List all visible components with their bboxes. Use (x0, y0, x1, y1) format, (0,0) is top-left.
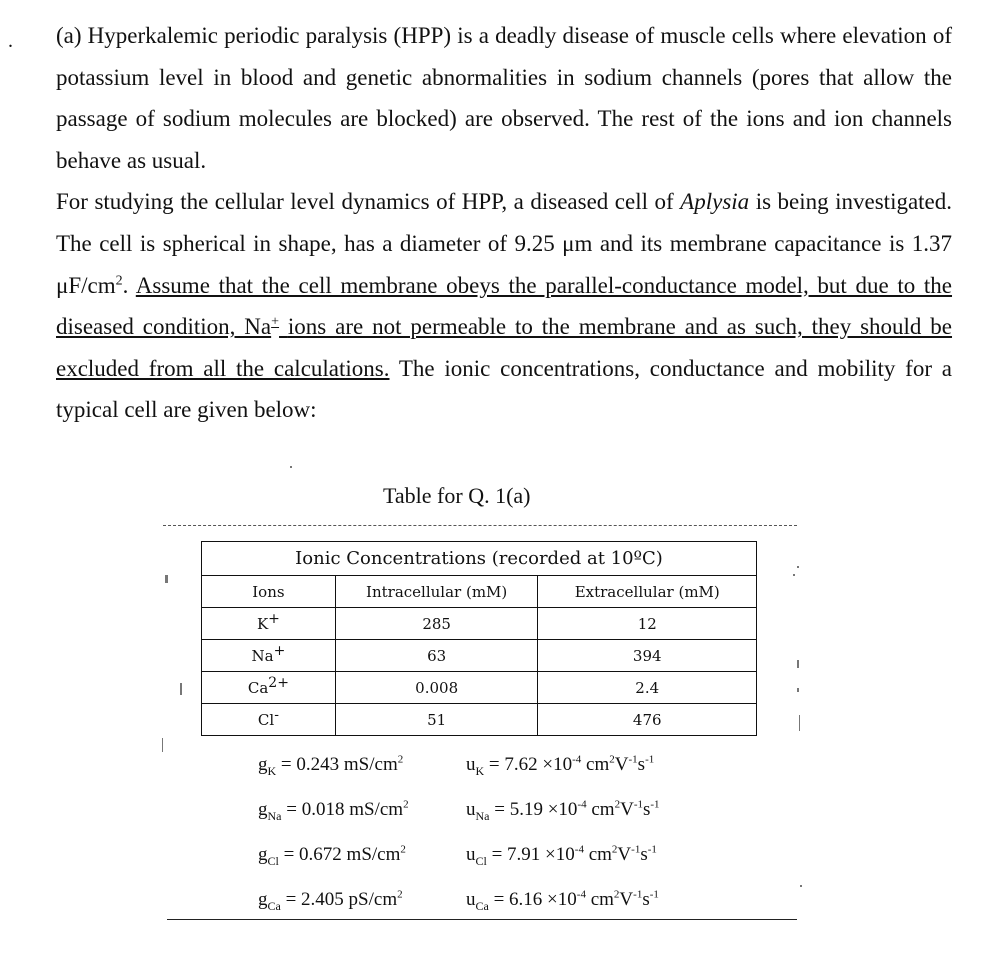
ion-cell (202, 640, 336, 672)
header-ions: Ions (202, 576, 336, 608)
paragraph-cell-description (56, 181, 952, 431)
extracellular-value: 12 (538, 608, 757, 640)
assumption-text-part1: Assume that the cell membrane obeys the parallel-conductance model, but due to the diseased condition, Na (56, 272, 953, 340)
scan-speck (797, 688, 799, 692)
extracellular-value: 476 (538, 704, 757, 736)
scan-speck (797, 566, 799, 568)
intracellular-value: 63 (335, 640, 538, 672)
capacitance-exponent: 2 (115, 272, 123, 288)
mobility-na: $u_{Na} = 5.19 \times 10^{-4}$ $cm^2V^{-1}s^{-1}$ (466, 798, 660, 823)
mobility-k: $u_K = 7.62 \times 10^{-4}$ $cm^2V^{-1}s^{-1}$ (466, 753, 655, 778)
ionic-concentration-table (201, 541, 757, 736)
intracellular-value: 0.008 (335, 672, 538, 704)
scan-speck (797, 660, 799, 668)
ion-cell (202, 672, 336, 704)
scan-speck (180, 683, 182, 695)
ion-symbol: K (256, 614, 269, 633)
sentence-period: . (122, 272, 129, 298)
sodium-charge: + (271, 314, 280, 330)
ion-charge: 2+ (268, 674, 289, 691)
ion-cell (202, 704, 336, 736)
species-name: Aplysia (680, 189, 750, 215)
cell-properties-text: is being investigated. The cell is spherical in shape, has a diameter of 9.25 μm and its membrane capacitance is 1.37 μF/cm (56, 189, 953, 298)
ion-charge: + (268, 610, 280, 627)
paragraph-disease-description: (a) Hyperkalemic periodic paralysis (HPP) is a deadly disease of muscle cells where elevation of potassium level in blood and genetic abnormalities in sodium channels (pores that allow the passage of sodium molecules are blocked) are observed. The rest of the ions and ion channels behave as usual. (56, 23, 952, 173)
assumption-text-part2: ions are not permeable to the membrane and as such, they should be excluded from all the calculations. (56, 314, 953, 381)
table-caption: Ionic Concentrations (recorded at 10ºC) (202, 542, 757, 576)
extracellular-value: 2.4 (538, 672, 757, 704)
conductance-na: $g_{Na} = 0.018$ $mS/cm^2$ (258, 798, 409, 823)
ion-symbol: Cl (257, 710, 275, 729)
conductance-ca: $g_{Ca} = 2.405$ $pS/cm^2$ (258, 888, 403, 913)
ion-charge: - (274, 706, 279, 723)
header-extracellular: Extracellular (mM) (538, 576, 757, 608)
table-caption-row (202, 542, 757, 576)
extracellular-value: 394 (538, 640, 757, 672)
mobility-cl: $u_{Cl} = 7.91 \times 10^{-4}$ $cm^2V^{-1}s^{-1}$ (466, 843, 657, 868)
table-row (202, 704, 757, 736)
scan-speck (800, 885, 802, 887)
table-title: Table for Q. 1(a) (383, 483, 531, 508)
table-header-row (202, 576, 757, 608)
scan-speck (162, 738, 163, 752)
header-intracellular: Intracellular (mM) (335, 576, 538, 608)
table-top-rule (163, 525, 797, 526)
table-intro-text: The ionic concentrations, conductance and mobility for a typical cell are given below: (56, 355, 952, 423)
intracellular-value: 285 (335, 608, 538, 640)
ion-charge: + (273, 642, 286, 659)
scan-speck (793, 574, 795, 576)
table-bottom-rule (167, 919, 797, 920)
table-row (202, 608, 757, 640)
conductance-cl: $g_{Cl} = 0.672$ $mS/cm^2$ (258, 843, 406, 868)
scan-speck (290, 466, 292, 468)
scan-speck (165, 575, 168, 583)
ion-symbol: Ca (247, 678, 269, 697)
scan-speck (799, 715, 800, 731)
intracellular-value: 51 (335, 704, 538, 736)
table-row (202, 640, 757, 672)
conductance-k: $g_K = 0.243$ $mS/cm^2$ (258, 753, 404, 778)
question-text (56, 15, 952, 431)
mobility-ca: $u_{Ca} = 6.16 \times 10^{-4}$ $cm^2V^{-1}s^{-1}$ (466, 888, 659, 913)
list-bullet: . (8, 30, 13, 52)
table-row (202, 672, 757, 704)
ion-symbol: Na (251, 646, 274, 665)
ion-cell (202, 608, 336, 640)
assumption-space (279, 314, 288, 339)
cell-intro-text: For studying the cellular level dynamics of HPP, a diseased cell of (56, 189, 674, 215)
